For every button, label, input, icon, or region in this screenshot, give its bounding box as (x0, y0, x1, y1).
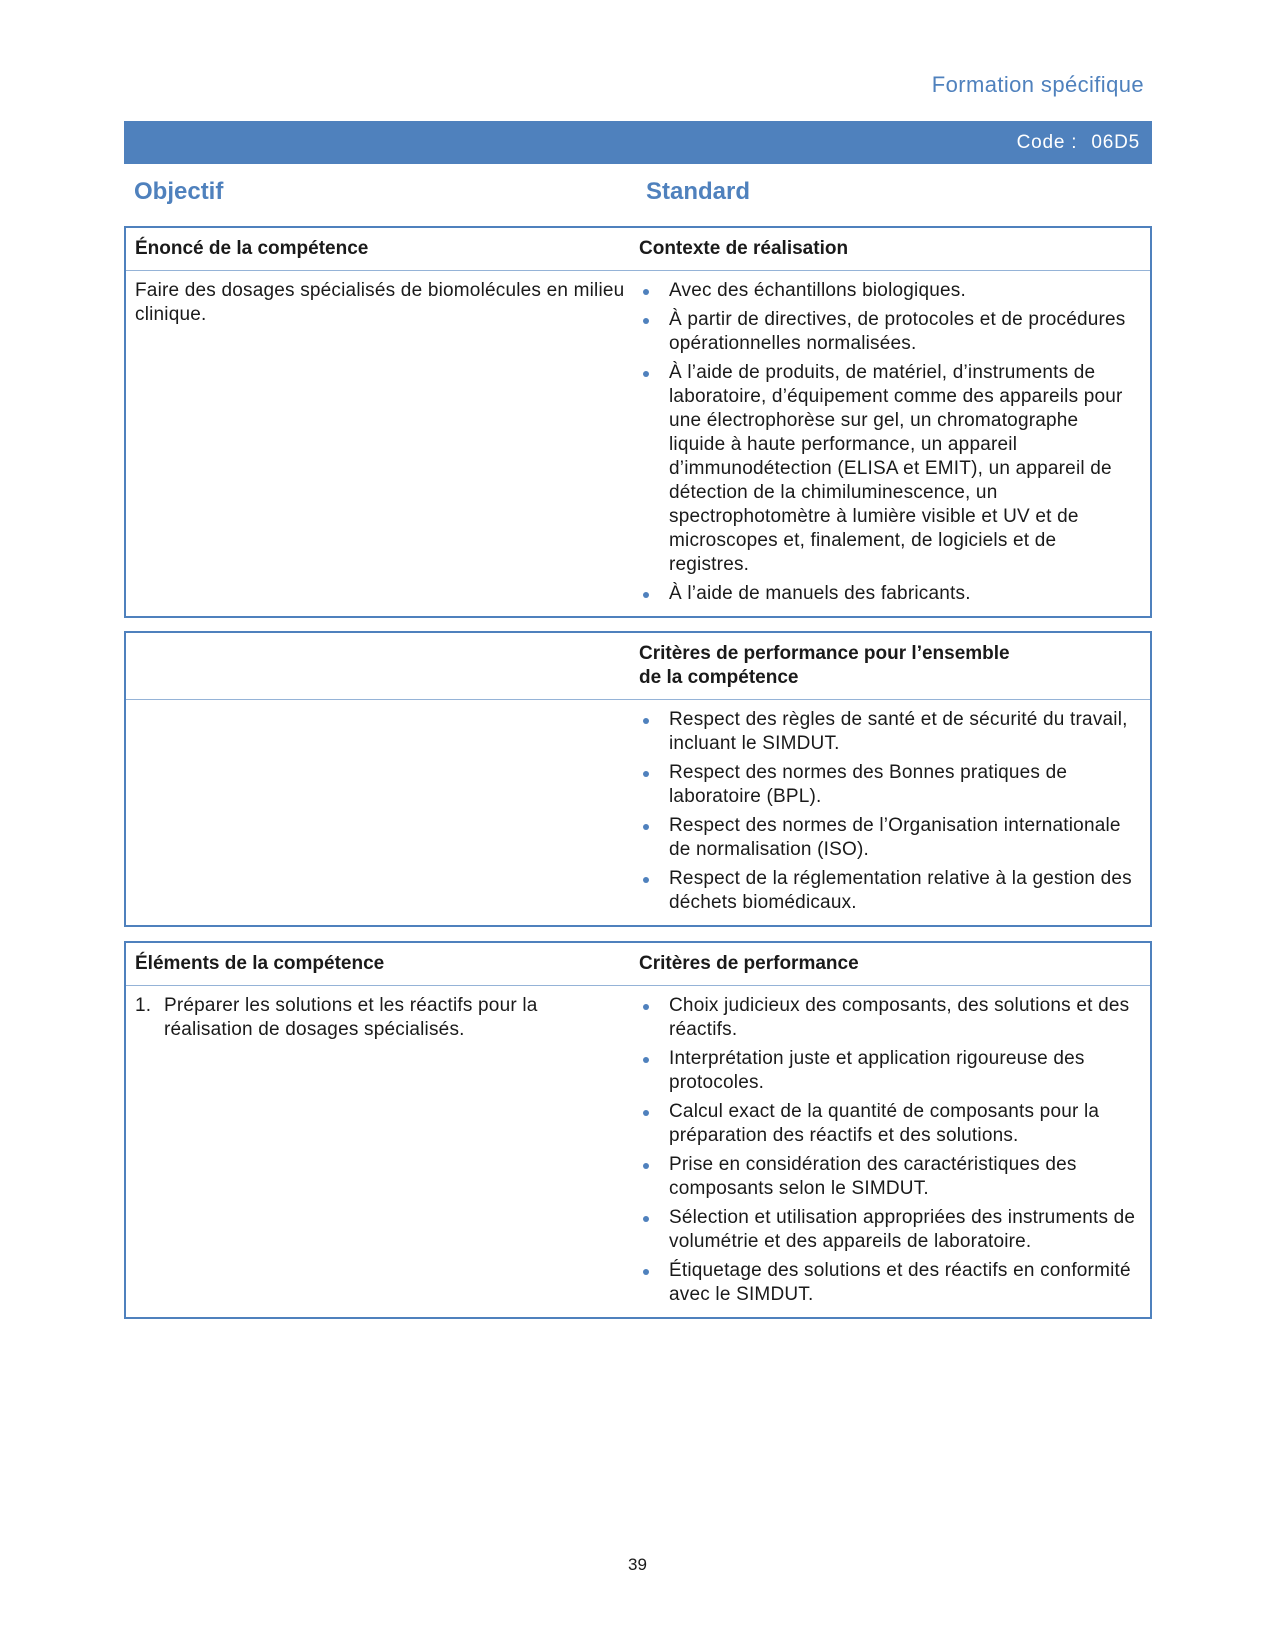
running-header-title: Formation spécifique (931, 72, 1144, 97)
list-item-text: Calcul exact de la quantité de composants pour la préparation des réactifs et des solutions. (669, 1101, 1100, 1146)
list-item (135, 994, 629, 1042)
empty-header-cell (126, 633, 639, 699)
code-bar (124, 121, 1152, 164)
list-item (639, 308, 1140, 356)
bullet-icon (643, 1004, 649, 1010)
global-criteria-header-line1: Critères de performance pour l’ensemble (639, 643, 1010, 664)
block-header-row (126, 633, 1150, 700)
bullet-icon (643, 1216, 649, 1222)
bullet-icon (643, 771, 649, 777)
list-item (639, 1153, 1140, 1201)
context-list-cell (639, 271, 1150, 616)
page-number: 39 (628, 1555, 647, 1574)
context-list (639, 279, 1140, 606)
list-item (639, 814, 1140, 862)
empty-body-cell (126, 700, 639, 925)
global-criteria-list-cell (639, 700, 1150, 925)
list-item (639, 867, 1140, 915)
list-item-text: À l’aide de manuels des fabricants. (669, 583, 971, 604)
list-item (639, 708, 1140, 756)
criteria-header: Critères de performance (639, 953, 859, 974)
list-item (639, 1206, 1140, 1254)
list-item-text: Choix judicieux des composants, des solutions et des réactifs. (669, 995, 1130, 1040)
code-label: Code : (1016, 131, 1078, 153)
list-item (639, 1259, 1140, 1307)
code-value: 06D5 (1091, 131, 1140, 153)
bullet-icon (643, 1269, 649, 1275)
bullet-icon (643, 824, 649, 830)
list-item-text: Avec des échantillons biologiques. (669, 280, 966, 301)
bullet-icon (643, 1110, 649, 1116)
list-item (639, 994, 1140, 1042)
elements-list-cell (126, 986, 639, 1317)
block-header-row (126, 228, 1150, 271)
element-text: Préparer les solutions et les réactifs pour la réalisation de dosages spécialisés. (164, 995, 538, 1040)
list-item (639, 1100, 1140, 1148)
elements-header: Éléments de la compétence (135, 953, 385, 974)
list-item-text: À l’aide de produits, de matériel, d’instruments de laboratoire, d’équipement comme des appareils pour une électrophorèse sur gel, un chromatographe liquide à haute performance, un appareil d’immunodétection (ELISA et EMIT), un appareil de détection de la chimiluminescence, un spectrophotomètre à lumière visible et UV et de microscopes et, finalement, de logiciels et de registres. (669, 362, 1123, 575)
statement-header: Énoncé de la compétence (135, 238, 369, 259)
list-item-text: Sélection et utilisation appropriées des instruments de volumétrie et des appareils de laboratoire. (669, 1207, 1136, 1252)
context-header: Contexte de réalisation (639, 238, 849, 259)
list-item-text: Prise en considération des caractéristiques des composants selon le SIMDUT. (669, 1154, 1077, 1199)
list-item-text: Respect des règles de santé et de sécurité du travail, incluant le SIMDUT. (669, 709, 1128, 754)
bullet-icon (643, 718, 649, 724)
list-item (639, 582, 1140, 606)
criteria-list (639, 994, 1140, 1307)
competency-statement-block (124, 226, 1152, 618)
block-header-row (126, 943, 1150, 986)
competency-statement: Faire des dosages spécialisés de biomolécules en milieu clinique. (135, 280, 625, 325)
block-body-row (126, 986, 1150, 1317)
bullet-icon (643, 371, 649, 377)
list-item (639, 279, 1140, 303)
list-item-text: Interprétation juste et application rigoureuse des protocoles. (669, 1048, 1085, 1093)
global-criteria-header-line2: de la compétence (639, 667, 799, 688)
standard-heading: Standard (646, 178, 751, 205)
block-body-row (126, 700, 1150, 925)
list-item (639, 1047, 1140, 1095)
block-body-row (126, 271, 1150, 616)
list-item-text: Étiquetage des solutions et des réactifs en conformité avec le SIMDUT. (669, 1260, 1131, 1305)
bullet-icon (643, 877, 649, 883)
bullet-icon (643, 1057, 649, 1063)
bullet-icon (643, 592, 649, 598)
element-number: 1. (135, 995, 152, 1016)
global-criteria-header (639, 633, 1150, 699)
global-performance-block (124, 631, 1152, 927)
list-item (639, 761, 1140, 809)
objective-heading: Objectif (134, 178, 224, 205)
list-item-text: Respect de la réglementation relative à la gestion des déchets biomédicaux. (669, 868, 1132, 913)
bullet-icon (643, 289, 649, 295)
bullet-icon (643, 1163, 649, 1169)
bullet-icon (643, 318, 649, 324)
competency-elements-block (124, 941, 1152, 1319)
global-criteria-list (639, 708, 1140, 915)
list-item-text: À partir de directives, de protocoles et de procédures opérationnelles normalisées. (669, 309, 1126, 354)
criteria-list-cell (639, 986, 1150, 1317)
list-item (639, 361, 1140, 577)
list-item-text: Respect des normes de l’Organisation internationale de normalisation (ISO). (669, 815, 1121, 860)
elements-list (135, 994, 629, 1042)
list-item-text: Respect des normes des Bonnes pratiques de laboratoire (BPL). (669, 762, 1068, 807)
